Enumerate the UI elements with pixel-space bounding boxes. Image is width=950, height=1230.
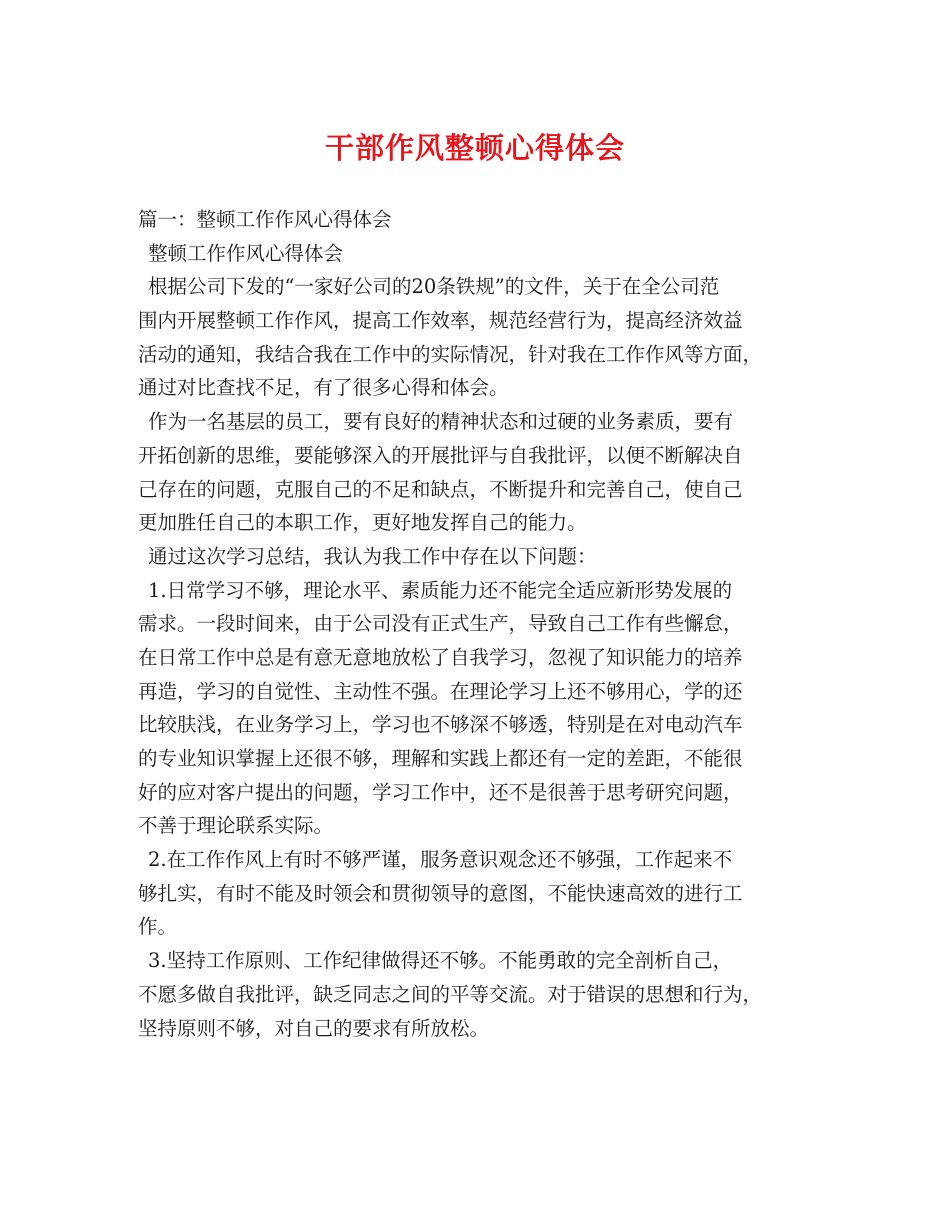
document-body (138, 203, 818, 1045)
list-item-line: 需求。一段时间来，由于公司没有正式生产，导致自己工作有些懈怠， (138, 612, 743, 636)
list-item-line: 不善于理论联系实际。 (138, 814, 334, 838)
list-item-line: 够扎实，有时不能及时领会和贯彻领导的意图，不能快速高效的进行工 (138, 881, 743, 905)
paragraph-line: 开拓创新的思维，要能够深入的开展批评与自我批评，以便不断解决自 (138, 443, 743, 467)
document-title: 干部作风整顿心得体会 (324, 131, 625, 165)
list-item-line: 3.坚持工作原则、工作纪律做得还不够。不能勇敢的完全剖析自己， (148, 949, 733, 973)
list-item-line: 在日常工作中总是有意无意地放松了自我学习，忽视了知识能力的培养 (138, 645, 743, 669)
paragraph-line: 根据公司下发的“一家好公司的20条铁规”的文件，关于在全公司范 (148, 275, 720, 299)
paragraph-line: 通过这次学习总结，我认为我工作中存在以下问题： (148, 544, 597, 568)
paragraph-line: 围内开展整顿工作作风，提高工作效率，规范经营行为，提高经济效益 (138, 309, 743, 333)
list-item-line: 1.日常学习不够，理论水平、素质能力还不能完全适应新形势发展的 (148, 578, 733, 602)
paragraph-line: 己存在的问题，克服自己的不足和缺点，不断提升和完善自己，使自己 (138, 477, 743, 501)
list-item-line: 再造，学习的自觉性、主动性不强。在理论学习上还不够用心，学的还 (138, 679, 743, 703)
list-item-line: 作。 (138, 915, 178, 939)
list-item-line: 坚持原则不够，对自己的要求有所放松。 (138, 1016, 490, 1040)
list-item-line: 好的应对客户提出的问题，学习工作中，还不是很善于思考研究问题， (138, 780, 743, 804)
paragraph-line: 活动的通知，我结合我在工作中的实际情况，针对我在工作作风等方面， (138, 342, 763, 366)
paragraph-line: 作为一名基层的员工，要有良好的精神状态和过硬的业务素质，要有 (148, 410, 734, 434)
section-heading: 篇一：整顿工作作风心得体会 (138, 208, 392, 231)
list-item-line: 的专业知识掌握上还很不够，理解和实践上都还有一定的差距，不能很 (138, 747, 743, 770)
list-item-line: 比较肤浅，在业务学习上，学习也不够深不够透，特别是在对电动汽车 (138, 713, 743, 737)
paragraph-line: 通过对比查找不足，有了很多心得和体会。 (138, 376, 509, 400)
list-item-line: 2.在工作作风上有时不够严谨，服务意识观念还不够强，工作起来不 (148, 848, 733, 872)
subheading: 整顿工作作风心得体会 (148, 241, 344, 265)
list-item-line: 不愿多做自我批评，缺乏同志之间的平等交流。对于错误的思想和行为， (138, 982, 763, 1006)
paragraph-line: 更加胜任自己的本职工作，更好地发挥自己的能力。 (138, 511, 587, 535)
